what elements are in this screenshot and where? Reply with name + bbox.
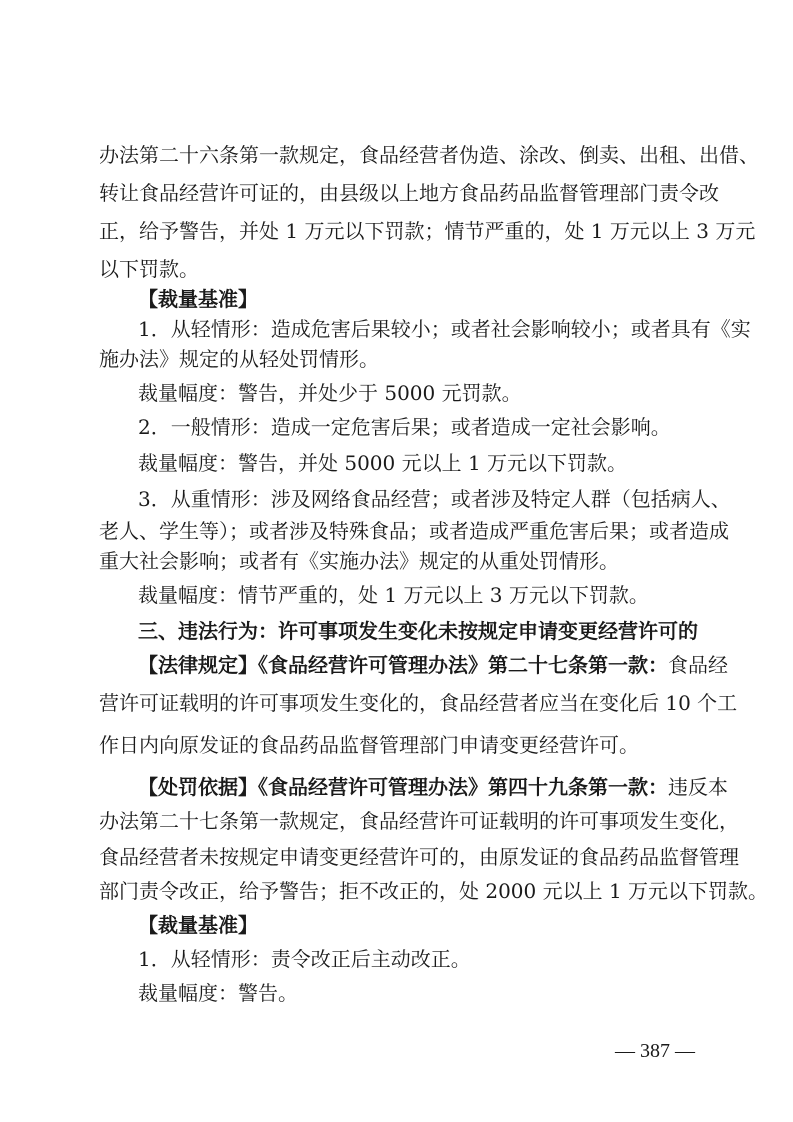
paragraph-line: 办法第二十六条第一款规定，食品经营者伪造、涂改、倒卖、出租、出借、 <box>99 143 759 167</box>
section-label: 【裁量基准】 <box>138 287 258 311</box>
paragraph-line: 办法第二十七条第一款规定，食品经营许可证载明的许可事项发生变化， <box>99 809 739 833</box>
paragraph-line <box>138 772 728 802</box>
paragraph-line: 老人、学生等）；或者涉及特殊食品；或者造成严重危害后果；或者造成 <box>99 519 729 543</box>
paragraph-line: 裁量幅度：警告。 <box>138 981 298 1005</box>
paragraph-line: 1．从轻情形：责令改正后主动改正。 <box>138 947 471 971</box>
legal-provision-label: 【法律规定】《食品经营许可管理办法》第二十七条第一款： <box>138 653 668 677</box>
paragraph-line: 重大社会影响；或者有《实施办法》规定的从重处罚情形。 <box>99 549 619 573</box>
section-heading: 三、违法行为：许可事项发生变化未按规定申请变更经营许可的 <box>138 619 698 643</box>
legal-provision-text: 食品经 <box>668 653 728 677</box>
paragraph-line: 裁量幅度：情节严重的，处 1 万元以上 3 万元以下罚款。 <box>138 583 649 607</box>
paragraph-line: 正，给予警告，并处 1 万元以下罚款；情节严重的，处 1 万元以上 3 万元 <box>99 219 756 243</box>
paragraph-line: 裁量幅度：警告，并处 5000 元以上 1 万元以下罚款。 <box>138 451 628 475</box>
paragraph-line: 营许可证载明的许可事项发生变化的，食品经营者应当在变化后 10 个工 <box>99 691 738 715</box>
paragraph-line: 1．从轻情形：造成危害后果较小；或者社会影响较小；或者具有《实 <box>138 317 751 341</box>
paragraph-line: 部门责令改正，给予警告；拒不改正的，处 2000 元以上 1 万元以下罚款。 <box>99 879 769 903</box>
paragraph-line: 转让食品经营许可证的，由县级以上地方食品药品监督管理部门责令改 <box>99 181 719 205</box>
paragraph-line: 食品经营者未按规定申请变更经营许可的，由原发证的食品药品监督管理 <box>99 845 739 869</box>
paragraph-line: 作日内向原发证的食品药品监督管理部门申请变更经营许可。 <box>99 733 639 757</box>
penalty-basis-text: 违反本 <box>668 775 728 799</box>
paragraph-line: 以下罚款。 <box>99 257 199 281</box>
paragraph-line: 施办法》规定的从轻处罚情形。 <box>99 347 379 371</box>
paragraph-line: 3．从重情形：涉及网络食品经营；或者涉及特定人群（包括病人、 <box>138 487 731 511</box>
paragraph-line: 2．一般情形：造成一定危害后果；或者造成一定社会影响。 <box>138 415 671 439</box>
section-label: 【裁量基准】 <box>138 913 258 937</box>
page-number: — 387 — <box>615 1040 695 1062</box>
penalty-basis-label: 【处罚依据】《食品经营许可管理办法》第四十九条第一款： <box>138 775 668 799</box>
paragraph-line <box>138 650 728 680</box>
paragraph-line: 裁量幅度：警告，并处少于 5000 元罚款。 <box>138 381 522 405</box>
